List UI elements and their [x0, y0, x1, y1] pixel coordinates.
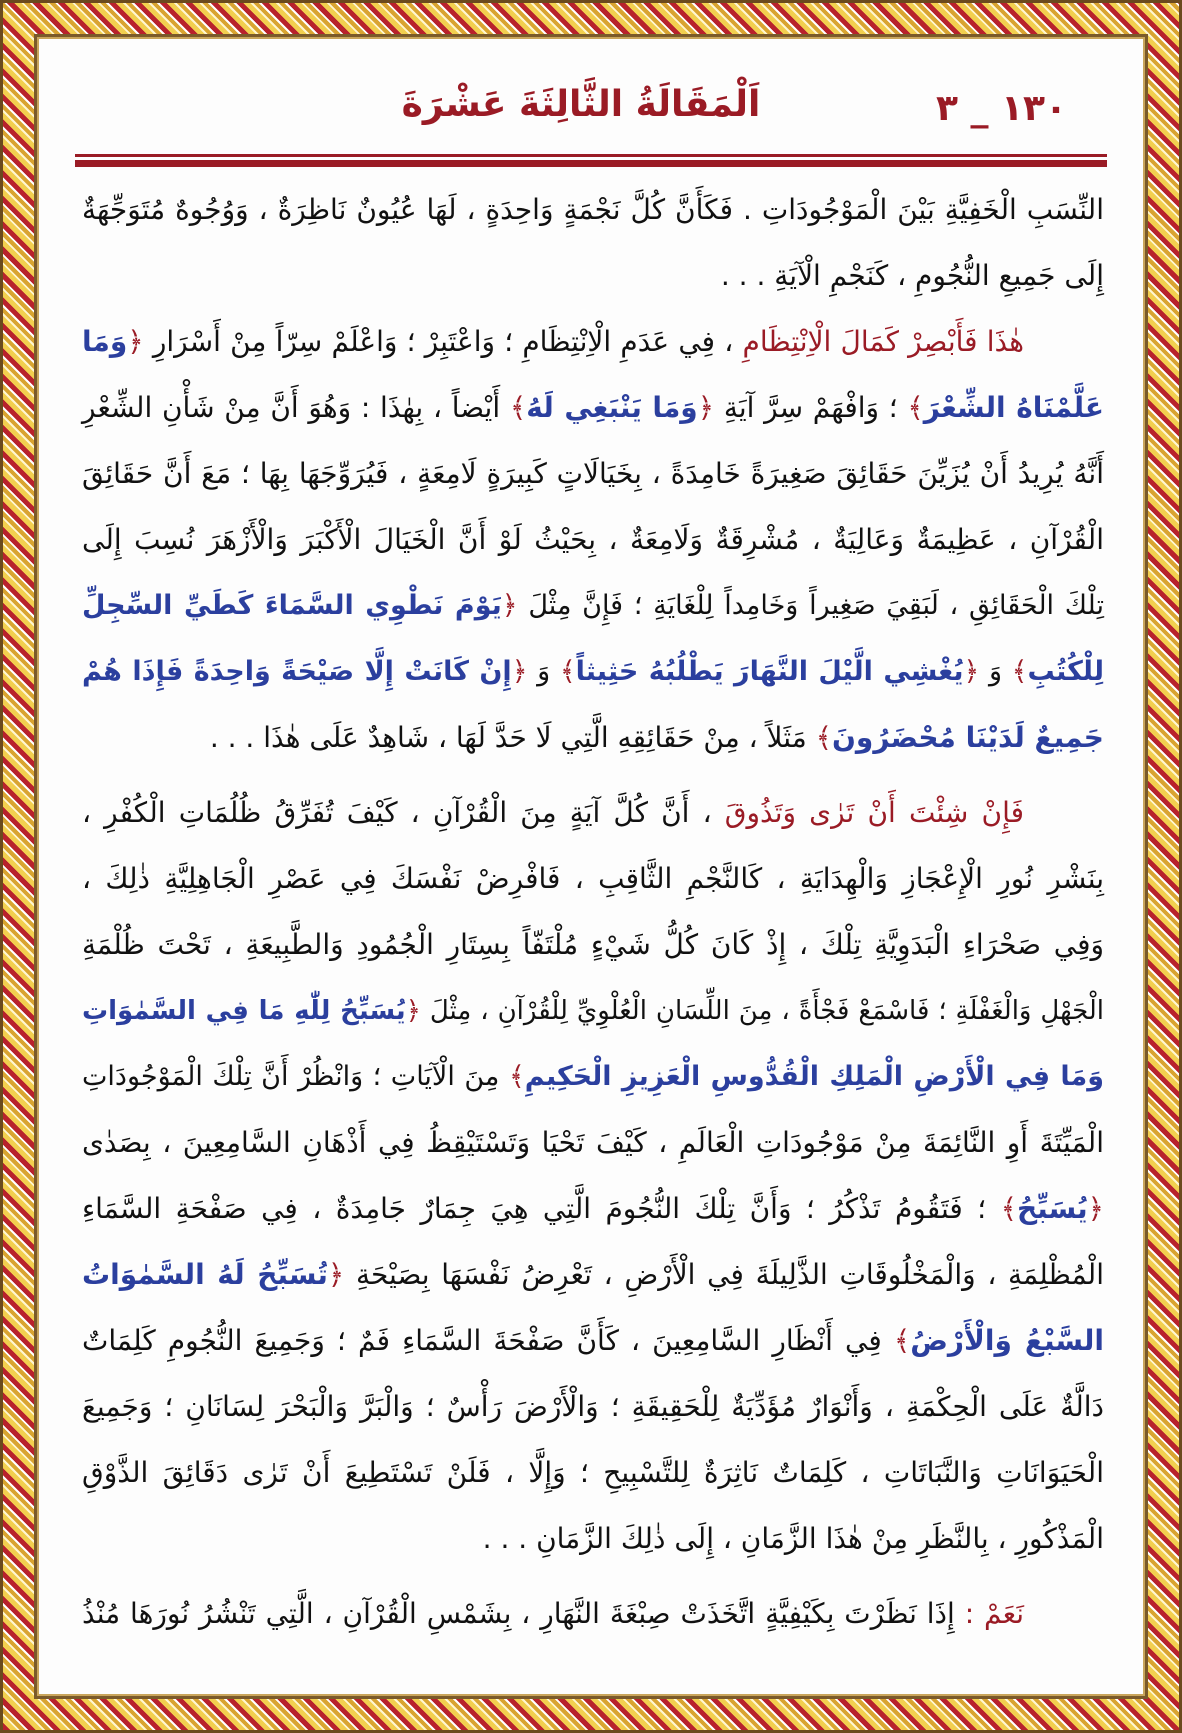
ornate-bracket: ﴿ [327, 1258, 345, 1291]
text-segment: الْمَذْكُورِ ، بِالنَّظَرِ مِنْ هٰذَا الزَّمَانِ ، إِلَى ذٰلِكَ الزَّمَانِ . . . [482, 1522, 1104, 1555]
text-segment: أَيْضاً ، بِهٰذَا : وَهُوَ أَنَّ مِنْ شَأْنِ الشِّعْرِ [82, 391, 510, 424]
text-line [82, 573, 1104, 639]
text-line [82, 1374, 1104, 1440]
ornate-bracket: ﴾ [815, 721, 833, 754]
text-segment: إِلَى جَمِيعِ النُّجُومِ ، كَنَجْمِ الْآيَةِ . . . [720, 259, 1104, 292]
text-line [82, 912, 1104, 978]
text-segment: مَثَلاً ، مِنْ حَقَائِقِهِ الَّتِي لَا حَدَّ لَهَا ، شَاهِدٌ عَلَى هٰذَا . . . [209, 721, 816, 754]
highlight-phrase: هٰذَا فَأَبْصِرْ كَمَالَ الْاِنْتِظَامِ [742, 325, 1024, 358]
quran-verse: تُسَبِّحُ لَهُ السَّمٰوَاتُ [82, 1258, 328, 1291]
ornate-bracket: ﴿ [697, 391, 715, 424]
text-segment: إِذَا نَظَرْتَ بِكَيْفِيَّةٍ اتَّخَذَتْ صِبْغَةَ النَّهَارِ ، بِشَمْسِ الْقُرْآنِ ، الَّتِي تَنْشُرُ نُورَهَا مُنْذُ [82, 1597, 965, 1630]
text-line [82, 1506, 1104, 1572]
text-line [82, 441, 1104, 507]
quran-verse: جَمِيعٌ لَدَيْنَا مُحْضَرُونَ [832, 721, 1104, 754]
ornate-bracket: ﴾ [893, 1324, 911, 1357]
text-line [82, 243, 1104, 309]
page-number: ١٣٠ _ ٣ [936, 88, 1067, 129]
ornate-bracket: ﴾ [1011, 656, 1028, 687]
text-segment: وَفِي صَحْرَاءِ الْبَدَوِيَّةِ تِلْكَ ، إِذْ كَانَ كُلُّ شَيْءٍ مُلْتَفّاً بِسِتَارِ الْجُمُودِ وَالطَّبِيعَةِ ، تَحْتَ ظُلْمَةِ [82, 928, 1104, 961]
quran-verse: وَمَا يَنْبَغِي لَهُ [526, 391, 698, 424]
text-segment: الْقُرْآنِ ، عَظِيمَةٌ وَعَالِيَةٌ ، مُشْرِقَةٌ وَلَامِعَةٌ ، بِحَيْثُ لَوْ أَنَّ الْخَيَالَ الْأَكْبَرَ وَالْأَزْهَرَ نُسِبَ إِلَى [82, 523, 1104, 556]
text-segment: فِي أَنْظَارِ السَّامِعِينَ ، كَأَنَّ صَفْحَةَ السَّمَاءِ فَمٌ ؛ وَجَمِيعَ النُّجُومِ كَلِمَاتٌ [82, 1324, 894, 1357]
ornate-bracket: ﴾ [1000, 1192, 1017, 1225]
text-line [82, 1581, 1104, 1647]
text-line [82, 309, 1104, 375]
text-segment: الْمُظْلِمَةِ ، وَالْمَخْلُوقَاتِ الذَّلِيلَةَ فِي الْأَرْضِ ، تَعْرِضُ نَفْسَهَا بِصَيْحَةِ [344, 1258, 1104, 1291]
ornate-bracket: ﴿ [963, 656, 980, 687]
ornate-bracket: ﴿ [405, 996, 421, 1026]
text-line [82, 780, 1104, 846]
text-segment: وَ [527, 656, 560, 687]
text-line [82, 1110, 1104, 1176]
quran-verse: يَوْمَ نَطْوِي السَّمَاءَ كَطَيِّ السِّجِلِّ [82, 590, 502, 621]
text-line [82, 177, 1104, 243]
text-line [82, 375, 1104, 441]
text-line [82, 846, 1104, 912]
ornate-bracket: ﴿ [501, 590, 518, 621]
text-segment: دَالَّةٌ عَلَى الْحِكْمَةِ ، وَأَنْوَارٌ مُؤَدِّيَةٌ لِلْحَقِيقَةِ ؛ وَالْأَرْضَ رَأْسٌ ؛ وَالْبَرَّ وَالْبَحْرَ لِسَانَانِ ؛ وَجَمِيعَ [82, 1390, 1104, 1423]
text-segment: ، فِي عَدَمِ الْاِنْتِظَامِ ؛ وَاعْتَبِرْ ؛ وَاعْلَمْ سِرّاً مِنْ أَسْرَارِ [143, 325, 743, 358]
quran-verse: وَمَا [82, 325, 128, 358]
text-line [82, 1308, 1104, 1374]
text-line [82, 639, 1104, 705]
ornate-bracket: ﴿ [511, 656, 528, 687]
ornate-bracket: ﴿ [127, 325, 144, 358]
header-rule-thin [75, 154, 1107, 157]
text-segment: تِلْكَ الْحَقَائِقِ ، لَبَقِيَ صَغِيراً وَخَامِداً لِلْغَايَةِ ؛ فَإِنَّ مِثْلَ [517, 590, 1104, 621]
ornate-bracket: ﴾ [559, 656, 576, 687]
text-line [82, 1242, 1104, 1308]
header-rule-thick [75, 160, 1107, 167]
text-segment: مِنَ الْآيَاتِ ؛ وَانْظُرْ أَنَّ تِلْكَ الْمَوْجُودَاتِ [82, 1061, 509, 1092]
text-line [82, 705, 1104, 771]
highlight-phrase: فَإِنْ شِئْتَ أَنْ تَرٰى وَتَذُوقَ [724, 796, 1024, 829]
text-line [82, 1176, 1104, 1242]
text-segment: الْحَيَوَانَاتِ وَالنَّبَاتَاتِ ، كَلِمَاتٌ نَاثِرَةٌ لِلتَّسْبِيحِ ؛ وَإِلَّا ، فَلَنْ تَسْتَطِيعَ أَنْ تَرٰى دَقَائِقَ الذَّوْقِ [82, 1456, 1104, 1489]
text-segment: ؛ وَافْهَمْ سِرَّ آيَةِ [714, 391, 908, 424]
ornate-bracket: ﴾ [508, 1061, 525, 1092]
highlight-phrase: نَعَمْ : [964, 1597, 1024, 1630]
quran-verse: يُسَبِّحُ [1016, 1192, 1088, 1225]
quran-verse: وَمَا فِي الْأَرْضِ الْمَلِكِ الْقُدُّوسِ الْعَزِيزِ الْحَكِيمِ [524, 1061, 1104, 1092]
quran-verse: يُغْشِي الَّيْلَ النَّهَارَ يَطْلُبُهُ حَثِيثاً [575, 656, 964, 687]
text-segment: النِّسَبِ الْخَفِيَّةِ بَيْنَ الْمَوْجُودَاتِ . فَكَأَنَّ كُلَّ نَجْمَةٍ وَاحِدَةٍ ، لَهَا عُيُونٌ نَاظِرَةٌ ، وَوُجُوهٌ مُتَوَجِّهَةٌ [82, 193, 1104, 226]
text-segment: ؛ فَتَقُومُ تَذْكُرُ ؛ وَأَنَّ تِلْكَ النُّجُومَ الَّتِي هِيَ جِمَارٌ جَامِدَةٌ ، فِي صَفْحَةِ السَّمَاءِ [82, 1192, 1001, 1225]
quran-verse: إِنْ كَانَتْ إِلَّا صَيْحَةً وَاحِدَةً فَإِذَا هُمْ [82, 656, 512, 687]
quran-verse: يُسَبِّحُ لِلّٰهِ مَا فِي السَّمٰوَاتِ [82, 996, 406, 1026]
text-line [82, 1440, 1104, 1506]
ornate-bracket: ﴾ [907, 391, 924, 424]
text-segment: أَنَّهُ يُرِيدُ أَنْ يُزَيِّنَ حَقَائِقَ صَغِيرَةً خَامِدَةً ، بِخَيَالَاتٍ كَبِيرَةٍ لَامِعَةٍ ، فَيُرَوِّجَهَا بِهَا ؛ مَعَ أَنَّ حَقَائِقَ [82, 457, 1104, 490]
ornate-bracket: ﴾ [509, 391, 527, 424]
text-segment: الْجَهْلِ وَالْغَفْلَةِ ؛ فَاسْمَعْ فَجْأَةً ، مِنَ اللِّسَانِ الْعُلْوِيِّ لِلْقُرْآنِ ، مِثْلَ [420, 996, 1105, 1026]
text-body [82, 177, 1104, 1647]
text-line [82, 1044, 1104, 1110]
quran-verse: عَلَّمْنَاهُ الشِّعْرَ [923, 391, 1105, 424]
ornate-bracket: ﴿ [1087, 1192, 1104, 1225]
text-segment: ، أَنَّ كُلَّ آيَةٍ مِنَ الْقُرْآنِ ، كَيْفَ تُفَرِّقُ ظُلُمَاتِ الْكُفْرِ ، [82, 796, 725, 829]
text-segment: بِنَشْرِ نُورِ الْإِعْجَازِ وَالْهِدَايَةِ ، كَالنَّجْمِ الثَّاقِبِ ، فَافْرِضْ نَفْسَكَ فِي عَصْرِ الْجَاهِلِيَّةِ ذٰلِكَ ، [82, 862, 1104, 895]
text-segment: الْمَيِّتَةَ أَوِ النَّائِمَةَ مِنْ مَوْجُودَاتِ الْعَالَمِ ، كَيْفَ تَحْيَا وَتَسْتَيْقِظُ فِي أَذْهَانِ السَّامِعِينَ ، بِصَدٰى [82, 1126, 1104, 1159]
text-line [82, 507, 1104, 573]
text-segment: وَ [979, 656, 1012, 687]
text-line [82, 978, 1104, 1044]
chapter-title: اَلْمَقَالَةُ الثَّالِثَةَ عَشْرَةَ [401, 84, 761, 125]
quran-verse: السَّبْعُ وَالْأَرْضُ [910, 1324, 1104, 1357]
quran-verse: لِلْكُتُبِ [1027, 656, 1104, 687]
